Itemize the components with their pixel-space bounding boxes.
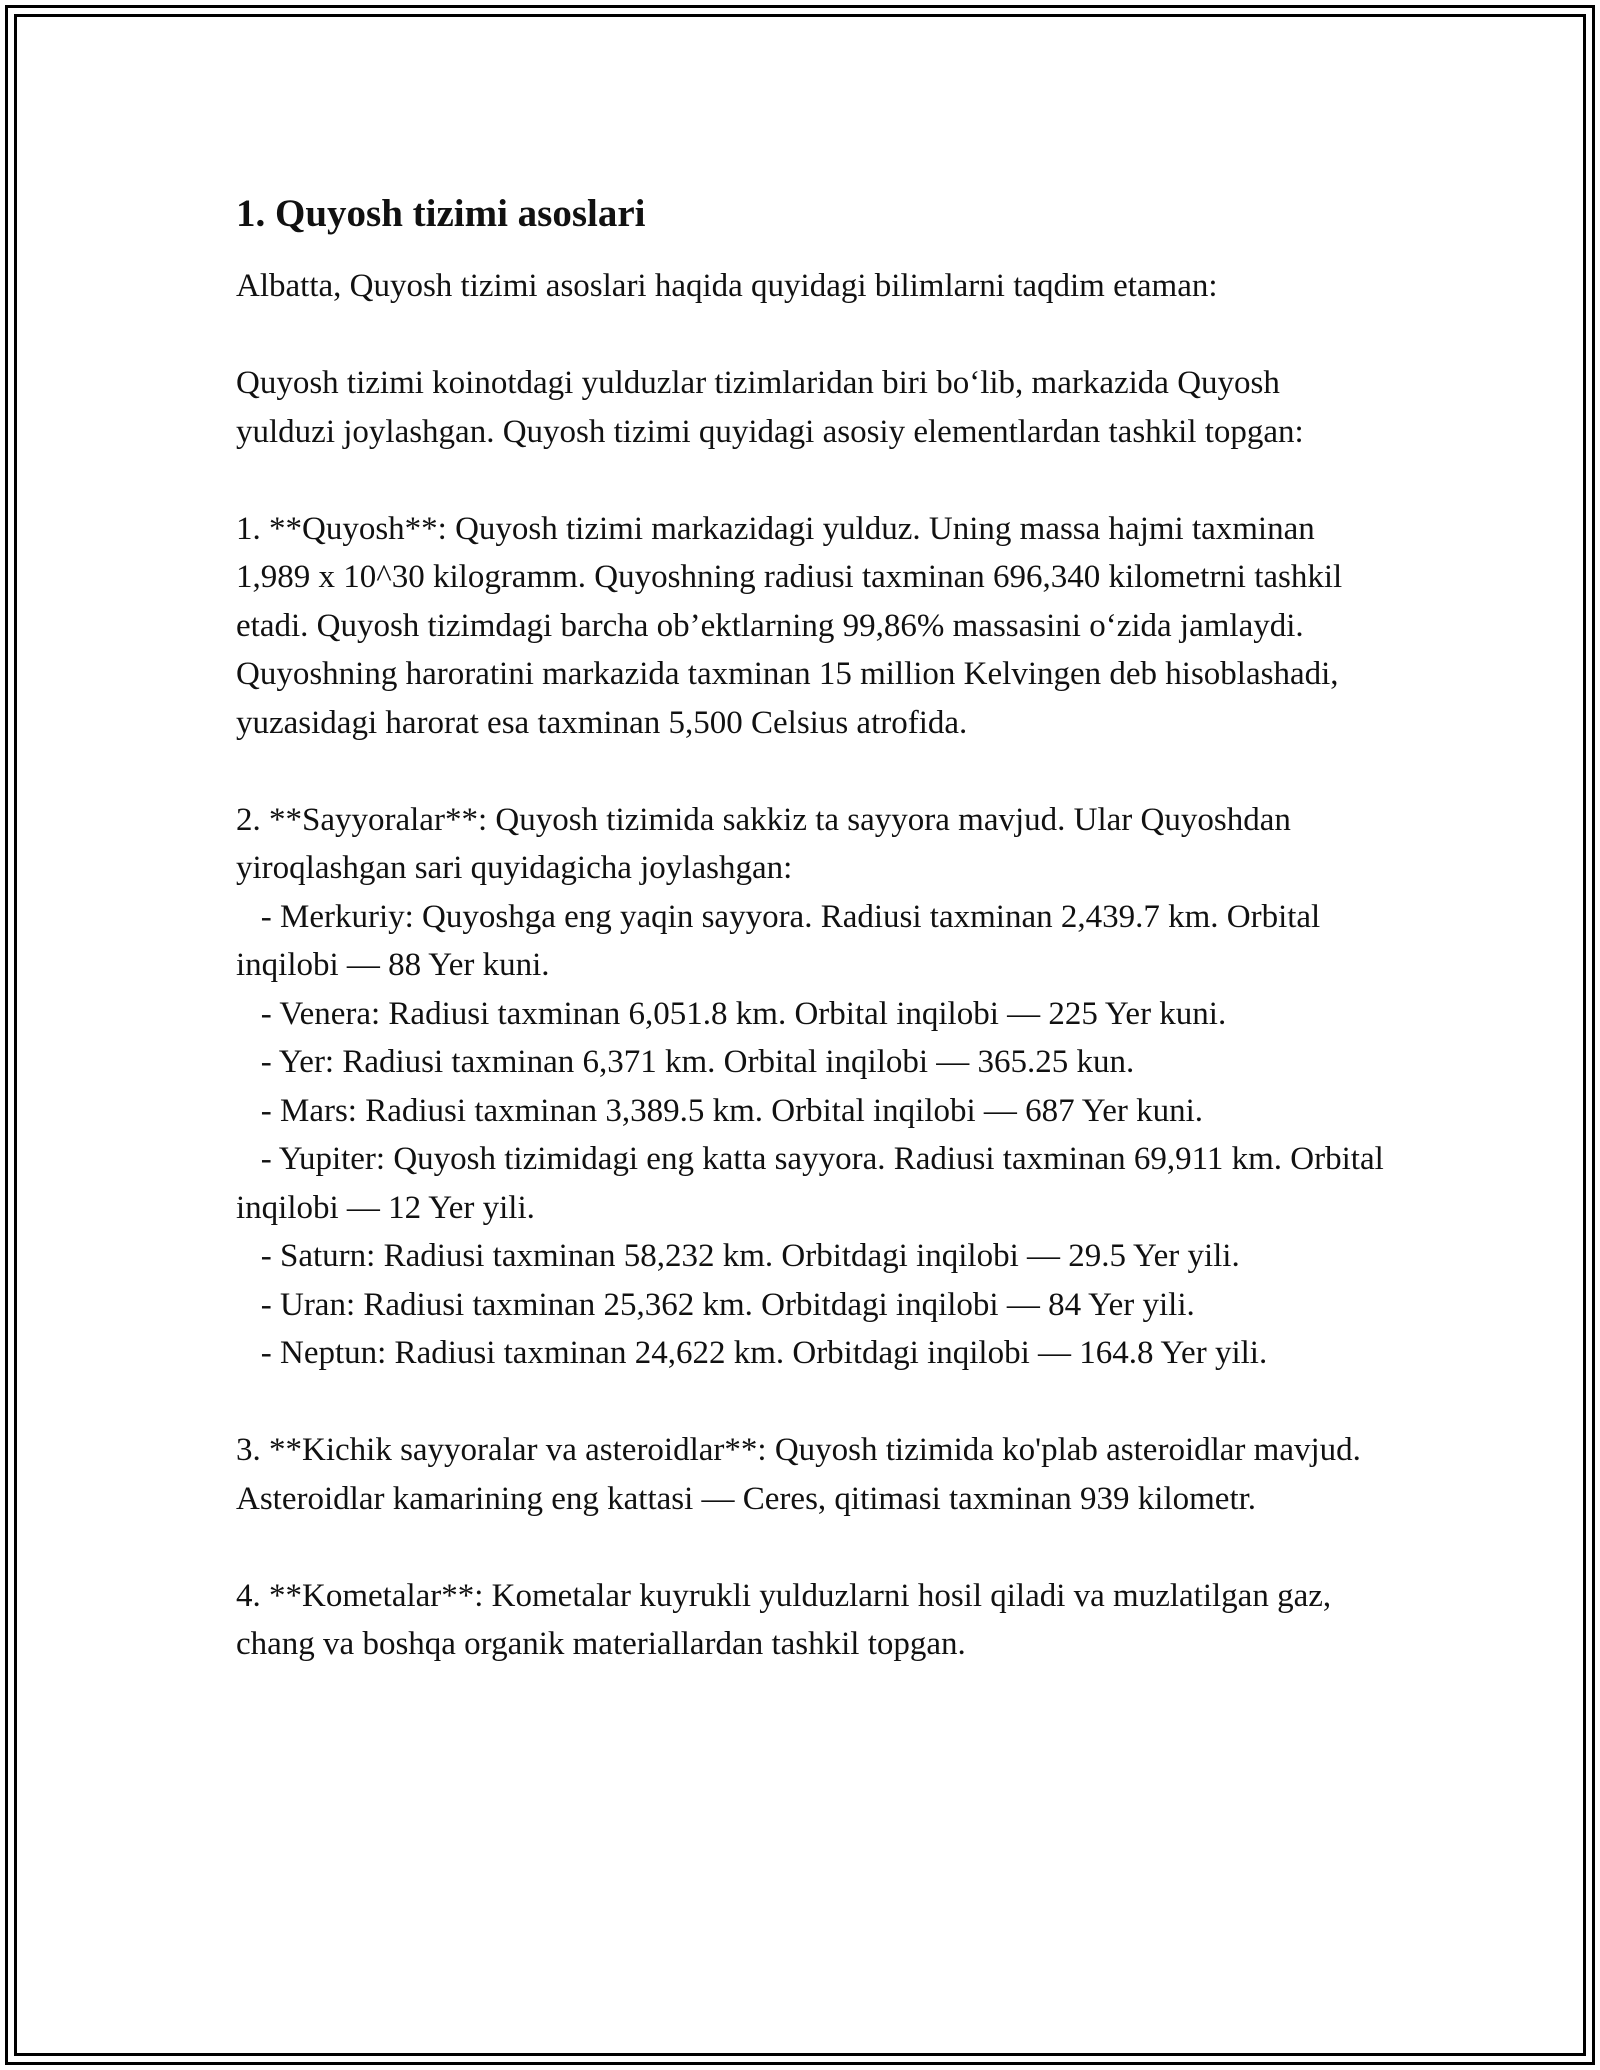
paragraph-gap — [236, 1378, 1386, 1427]
paragraph-gap — [236, 747, 1386, 796]
planet-mars: - Mars: Radiusi taxminan 3,389.5 km. Orbital inqilobi — 687 Yer kuni. — [236, 1092, 1204, 1129]
planet-venus: - Venera: Radiusi taxminan 6,051.8 km. Orbital inqilobi — 225 Yer kuni. — [236, 995, 1227, 1032]
planet-uranus: - Uran: Radiusi taxminan 25,362 km. Orbitdagi inqilobi — 84 Yer yili. — [236, 1286, 1195, 1323]
item-sun: 1. **Quyosh**: Quyosh tizimi markazidagi yulduz. Uning massa hajmi taxminan 1,989 x 10^30 kilogramm. Quyoshning radiusi taxminan 696,340 kilometrni tashkil etadi. Quyosh tizimdagi barcha ob’ektlarning 99,86% massasini o‘zida jamlaydi. Quyoshning haroratini markazida taxminan 15 million Kelvingen deb hisoblashadi, yuzasidagi harorat esa taxminan 5,500 Celsius atrofida. — [236, 510, 1351, 741]
planet-neptune: - Neptun: Radiusi taxminan 24,622 km. Orbitdagi inqilobi — 164.8 Yer yili. — [236, 1335, 1268, 1371]
paragraph-gap — [236, 311, 1386, 360]
planet-mercury: - Merkuriy: Quyoshga eng yaqin sayyora. Radiusi taxminan 2,439.7 km. Orbital inqilobi — 88 Yer kuni. — [236, 898, 1329, 983]
section-heading: 1. Quyosh tizimi asoslari — [236, 192, 646, 235]
overview-paragraph: Quyosh tizimi koinotdagi yulduzlar tizimlaridan biri bo‘lib, markazida Quyosh yulduzi joylashgan. Quyosh tizimi quyidagi asosiy elementlardan tashkil topgan: — [236, 365, 1304, 450]
planet-earth: - Yer: Radiusi taxminan 6,371 km. Orbital inqilobi — 365.25 kun. — [236, 1044, 1135, 1080]
document-body — [236, 188, 1393, 1669]
planet-saturn: - Saturn: Radiusi taxminan 58,232 km. Orbitdagi inqilobi — 29.5 Yer yili. — [236, 1238, 1240, 1274]
paragraph-gap — [236, 1523, 1386, 1572]
intro-paragraph: Albatta, Quyosh tizimi asoslari haqida quyidagi bilimlarni taqdim etaman: — [236, 268, 1218, 304]
item-asteroids: 3. **Kichik sayyoralar va asteroidlar**: Quyosh tizimida ko'plab asteroidlar mavjud. Asteroidlar kamarining eng kattasi — Ceres, qitimasi taxminan 939 kilometr. — [236, 1432, 1368, 1517]
paragraph-gap — [236, 456, 1386, 505]
item-planets: 2. **Sayyoralar**: Quyosh tizimida sakkiz ta sayyora mavjud. Ular Quyoshdan yiroqlashgan sari quyidagicha joylashgan: — [236, 801, 1300, 886]
item-comets: 4. **Kometalar**: Kometalar kuyrukli yulduzlarni hosil qiladi va muzlatilgan gaz, chang va boshqa organik materiallardan tashkil topgan. — [236, 1577, 1340, 1662]
planet-jupiter: - Yupiter: Quyosh tizimidagi eng katta sayyora. Radiusi taxminan 69,911 km. Orbital inqilobi — 12 Yer yili. — [236, 1141, 1393, 1226]
